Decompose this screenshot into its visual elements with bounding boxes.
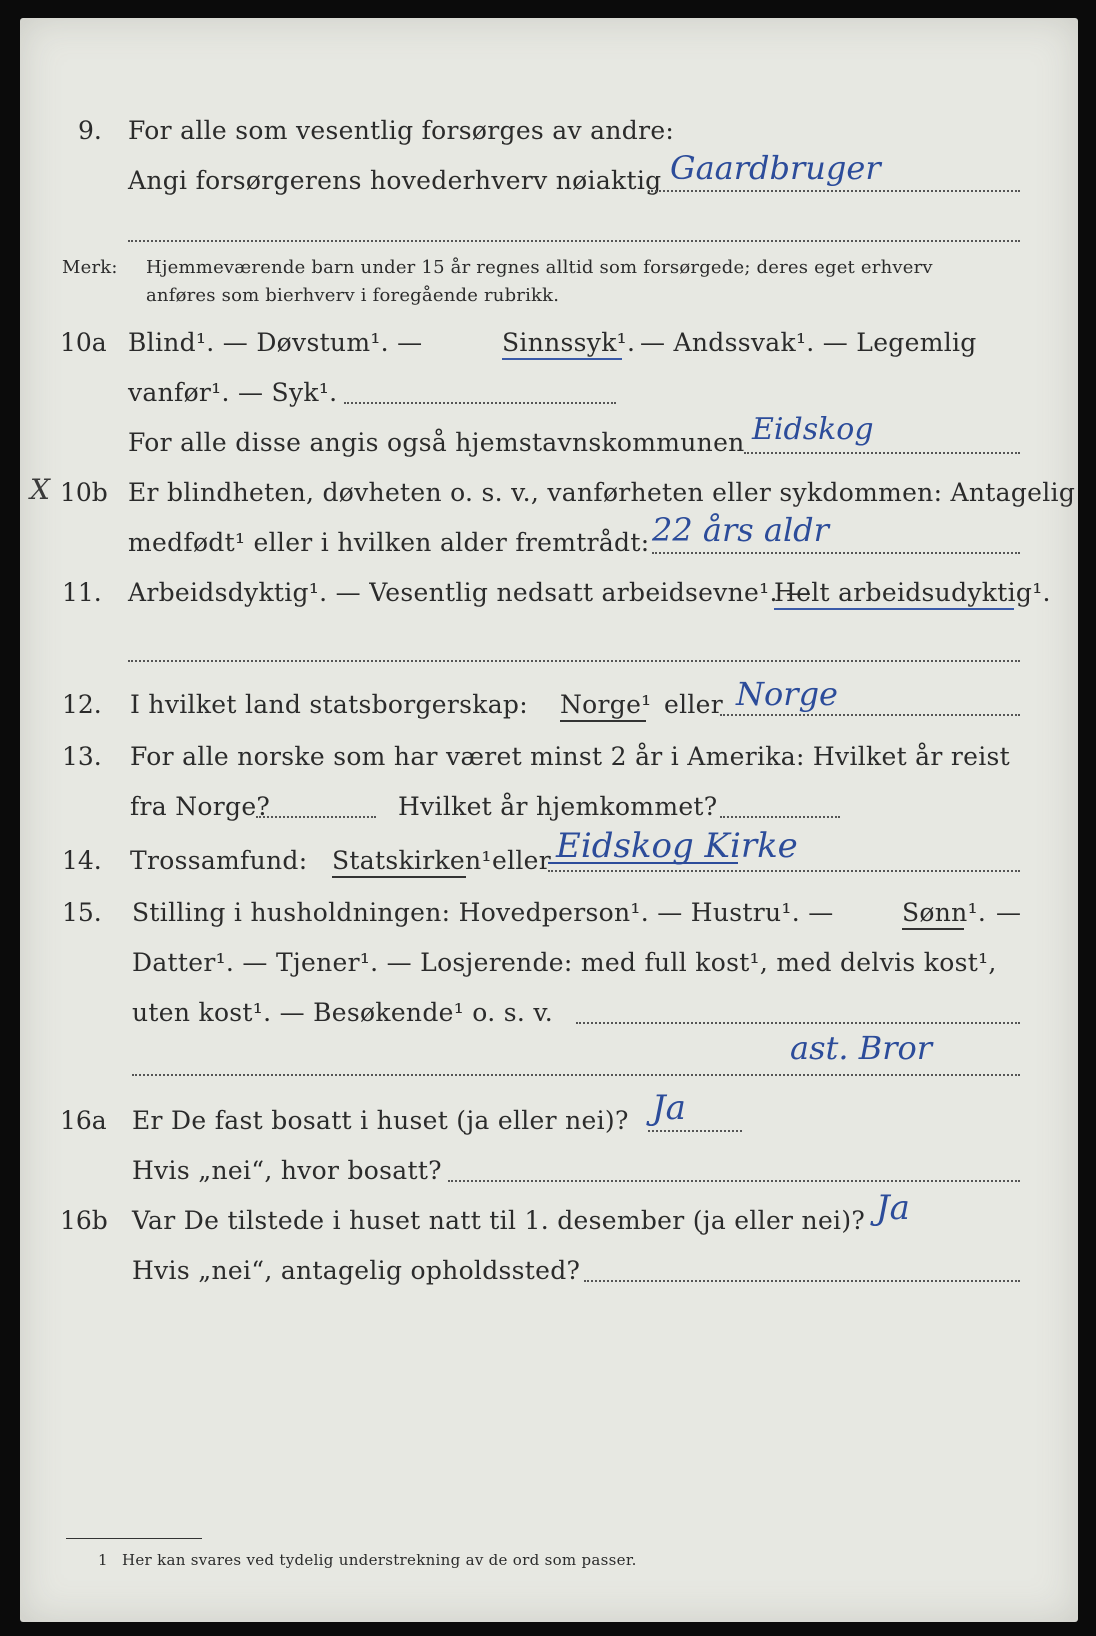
q16a-answer-handwritten: Ja (652, 1088, 686, 1128)
merk-label: Merk: (62, 257, 118, 278)
q10b-answer-line (652, 552, 1020, 554)
q16b-answer-handwritten: Ja (876, 1188, 910, 1228)
q16b-opholdssted-line (584, 1280, 1020, 1282)
q10b-line2: medfødt¹ eller i hvilken alder fremtrådt: (128, 528, 650, 557)
q9-answer-handwritten: Gaardbruger (670, 149, 881, 187)
q16b-line2: Hvis „nei“, antagelig opholdssted? (132, 1256, 581, 1285)
q9-extra-line (128, 240, 1020, 242)
q14-underline-statskirken (332, 876, 466, 878)
q15-underline-sonn (902, 928, 964, 930)
q10a-answer-line (744, 452, 1020, 454)
q10a-line2: vanfør¹. — Syk¹. (128, 378, 338, 407)
q9-answer-line (648, 190, 1020, 192)
q10a-line1-c: — Andssvak¹. — Legemlig (640, 328, 977, 357)
q11-extra-line (128, 660, 1020, 662)
q10a-line1-a: Blind¹. — Døvstum¹. — (128, 328, 423, 357)
q14-strike (548, 862, 738, 864)
q15-line1-b: Sønn¹. (902, 898, 987, 927)
merk-line2: anføres som bierhverv i foregående rubrikk. (146, 285, 560, 306)
q12-line1-c: eller (664, 690, 724, 719)
q15-line1-a: Stilling i husholdningen: Hovedperson¹. — Hustru¹. — (132, 898, 834, 927)
q10a-line3: For alle disse angis også hjemstavnskommunen (128, 428, 745, 457)
q15-answer-line (576, 1022, 1020, 1024)
footnote-rule (66, 1538, 202, 1539)
q14-answer-handwritten: Eidskog Kirke (556, 826, 798, 866)
q12-line1-b: Norge¹ (560, 690, 652, 719)
q13-line1: For alle norske som har været minst 2 år i Amerika: Hvilket år reist (130, 742, 1011, 771)
q10b-answer-handwritten: 22 års aldr (652, 511, 829, 549)
q9-line1: For alle som vesentlig forsørges av andre: (128, 116, 675, 145)
q14-line1-b: Statskirken¹ (332, 846, 492, 875)
q10b-number: 10b (60, 478, 108, 507)
q10a-underline-sinnssyk (502, 358, 622, 360)
q12-underline-norge (560, 720, 646, 722)
footnote-text: Her kan svares ved tydelig understrekning av de ord som passer. (122, 1551, 637, 1569)
q10a-syk-line (344, 402, 616, 404)
q13-reist-line (256, 816, 376, 818)
q13-number: 13. (62, 742, 102, 771)
q15-number: 15. (62, 898, 102, 927)
q14-line1-a: Trossamfund: (130, 846, 308, 875)
q13-line2-b: Hvilket år hjemkommet? (398, 792, 718, 821)
q9-line2: Angi forsørgerens hovederhverv nøiaktig (128, 166, 662, 195)
q10a-answer-handwritten: Eidskog (752, 412, 874, 447)
q16a-line1: Er De fast bosatt i huset (ja eller nei)? (132, 1106, 629, 1135)
footnote-mark: 1 (98, 1551, 108, 1569)
q10b-line1: Er blindheten, døvheten o. s. v., vanførheten eller sykdommen: Antagelig (128, 478, 1076, 507)
q13-hjemkommet-line (720, 816, 840, 818)
merk-line1: Hjemmeværende barn under 15 år regnes alltid som forsørgede; deres eget erhverv (146, 257, 933, 278)
q16a-answer-line (648, 1130, 742, 1132)
q11-line1-b: Helt arbeidsudyktig¹. (774, 578, 1051, 607)
q15-line2: Datter¹. — Tjener¹. — Losjerende: med full kost¹, med delvis kost¹, (132, 948, 997, 977)
q16b-number: 16b (60, 1206, 108, 1235)
q10a-number: 10a (60, 328, 107, 357)
q11-underline (774, 608, 1014, 610)
q15-extra-line (132, 1074, 1020, 1076)
q11-number: 11. (62, 578, 102, 607)
q16a-number: 16a (60, 1106, 107, 1135)
q12-answer-handwritten: Norge (736, 675, 838, 713)
q15-answer-handwritten: ast. Bror (790, 1029, 933, 1067)
q15-line1-c: — (996, 898, 1022, 927)
q16a-bosatt-line (448, 1180, 1020, 1182)
q9-number: 9. (78, 116, 102, 145)
q12-line1-a: I hvilket land statsborgerskap: (130, 690, 528, 719)
q14-line1-c: eller (492, 846, 552, 875)
q16b-line1: Var De tilstede i huset natt til 1. desember (ja eller nei)? (132, 1206, 866, 1235)
q14-answer-line (548, 870, 1020, 872)
q10b-margin-mark: X (30, 473, 50, 506)
q10a-line1-b: Sinnssyk¹. (502, 328, 636, 357)
q14-number: 14. (62, 846, 102, 875)
q11-line1-a: Arbeidsdyktig¹. — Vesentlig nedsatt arbeidsevne¹. — (128, 578, 812, 607)
q13-line2-a: fra Norge? (130, 792, 271, 821)
q12-answer-line (720, 714, 1020, 716)
q15-line3: uten kost¹. — Besøkende¹ o. s. v. (132, 998, 554, 1027)
q16a-line2: Hvis „nei“, hvor bosatt? (132, 1156, 442, 1185)
q12-number: 12. (62, 690, 102, 719)
